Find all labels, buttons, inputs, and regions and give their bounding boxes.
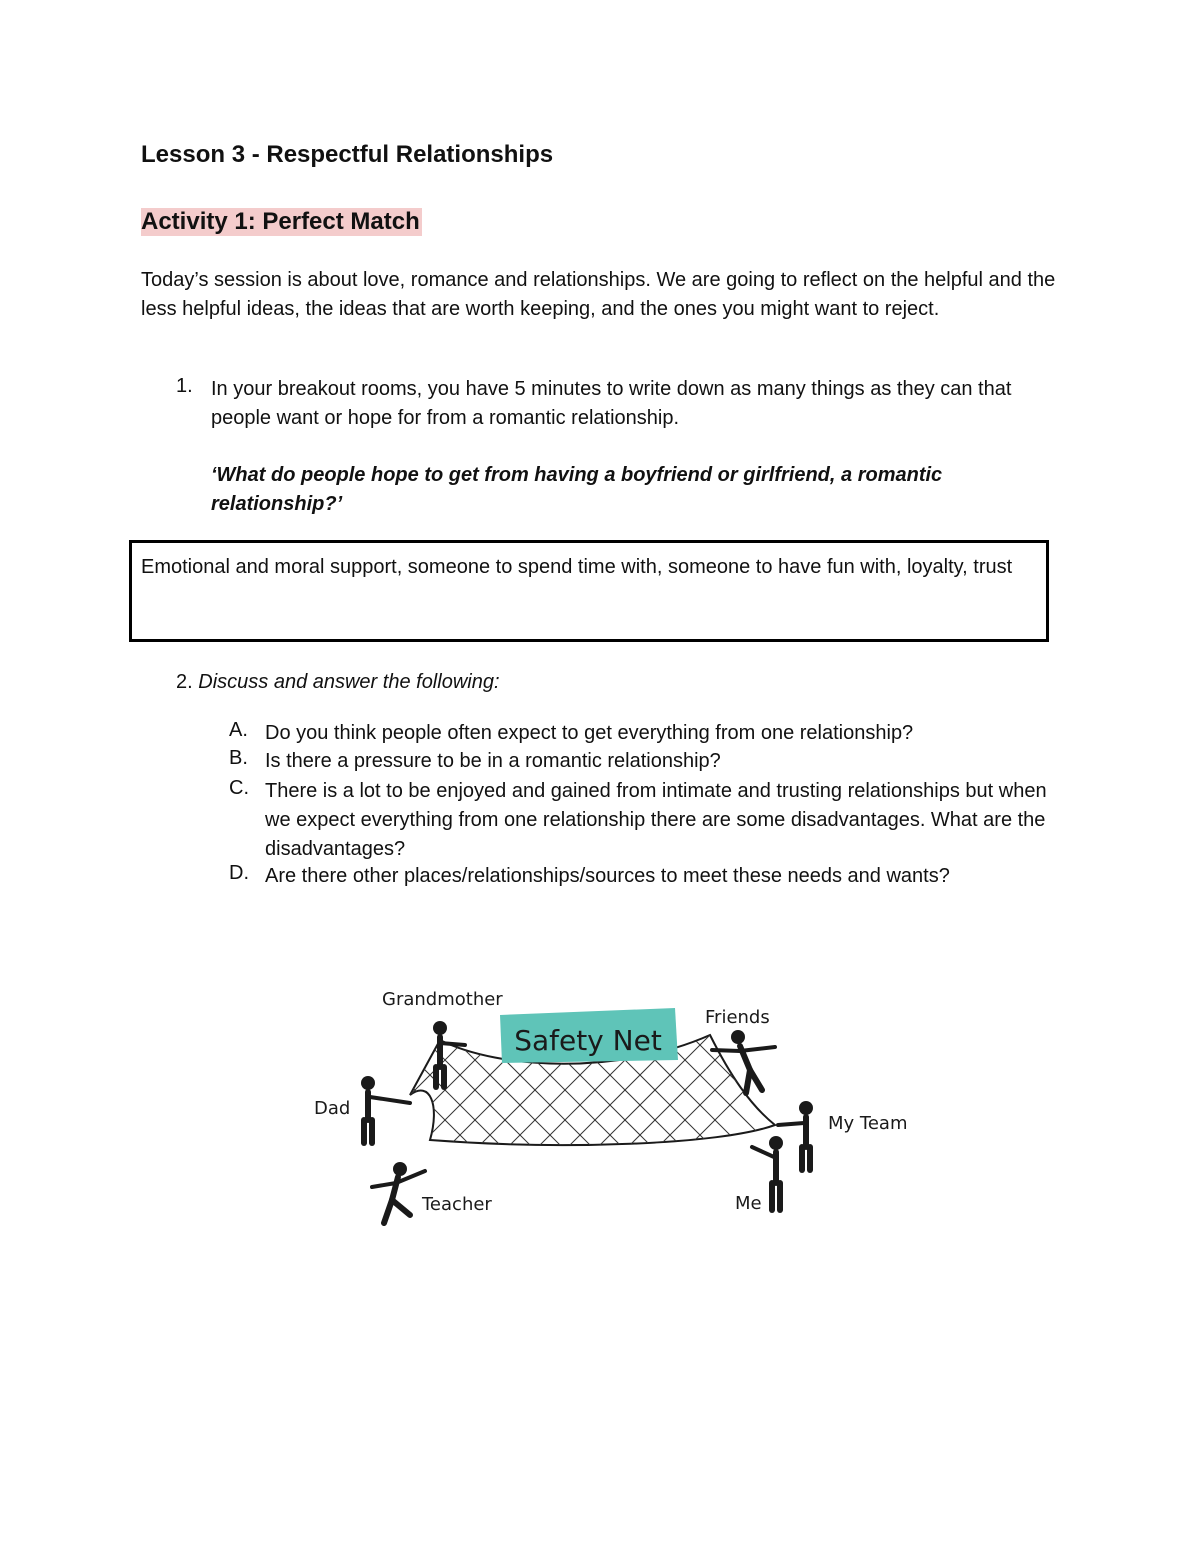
dad-figure-icon (361, 1076, 410, 1143)
safety-net-banner (500, 1008, 678, 1063)
answer-box (129, 540, 1049, 642)
label-my-team: My Team (828, 1113, 908, 1134)
question-letter: A. (229, 719, 248, 741)
question-text: Are there other places/relationships/sources to meet these needs and wants? (265, 865, 950, 887)
label-friends: Friends (705, 1007, 770, 1028)
question-text: Do you think people often expect to get everything from one relationship? (265, 722, 914, 744)
grandmother-figure-icon (433, 1021, 465, 1087)
item-2 (176, 668, 500, 697)
safety-net-figure (300, 975, 920, 1245)
intro-paragraph: Today’s session is about love, romance and relationships. We are going to reflect on the helpful and the less helpful ideas, the ideas that are worth keeping, and the ones you might want to reject. (141, 269, 1056, 320)
answer-text: Emotional and moral support, someone to spend time with, someone to have fun with, loyalty, trust (141, 556, 1013, 578)
page-title: Lesson 3 - Respectful Relationships (141, 141, 554, 168)
label-teacher: Teacher (422, 1194, 492, 1215)
question-letter: C. (229, 777, 249, 799)
label-dad: Dad (314, 1098, 351, 1119)
teacher-figure-icon (372, 1162, 425, 1223)
activity-heading: Activity 1: Perfect Match (141, 208, 420, 235)
item-1-number: 1. (176, 375, 193, 397)
label-grandmother: Grandmother (382, 989, 503, 1010)
question-text: Is there a pressure to be in a romantic relationship? (265, 750, 721, 772)
item-1-text: In your breakout rooms, you have 5 minutes to write down as many things as they can that people want or hope for from a romantic relationship. (211, 378, 1012, 429)
item-2-number: 2. (176, 671, 193, 693)
safety-net-illustration (300, 975, 920, 1245)
item-1-quote: ‘What do people hope to get from having a boyfriend or girlfriend, a romantic relationship?’ (211, 464, 943, 515)
question-letter: B. (229, 747, 248, 769)
question-text: There is a lot to be enjoyed and gained from intimate and trusting relationships but when we expect everything from one relationship there are some disadvantages. What are the disadvantages? (265, 780, 1047, 860)
question-letter: D. (229, 862, 249, 884)
item-2-prompt: Discuss and answer the following: (198, 671, 500, 693)
label-me: Me (735, 1193, 762, 1214)
my-team-figure-icon (778, 1101, 813, 1170)
banner-label: Safety Net (514, 1024, 662, 1057)
